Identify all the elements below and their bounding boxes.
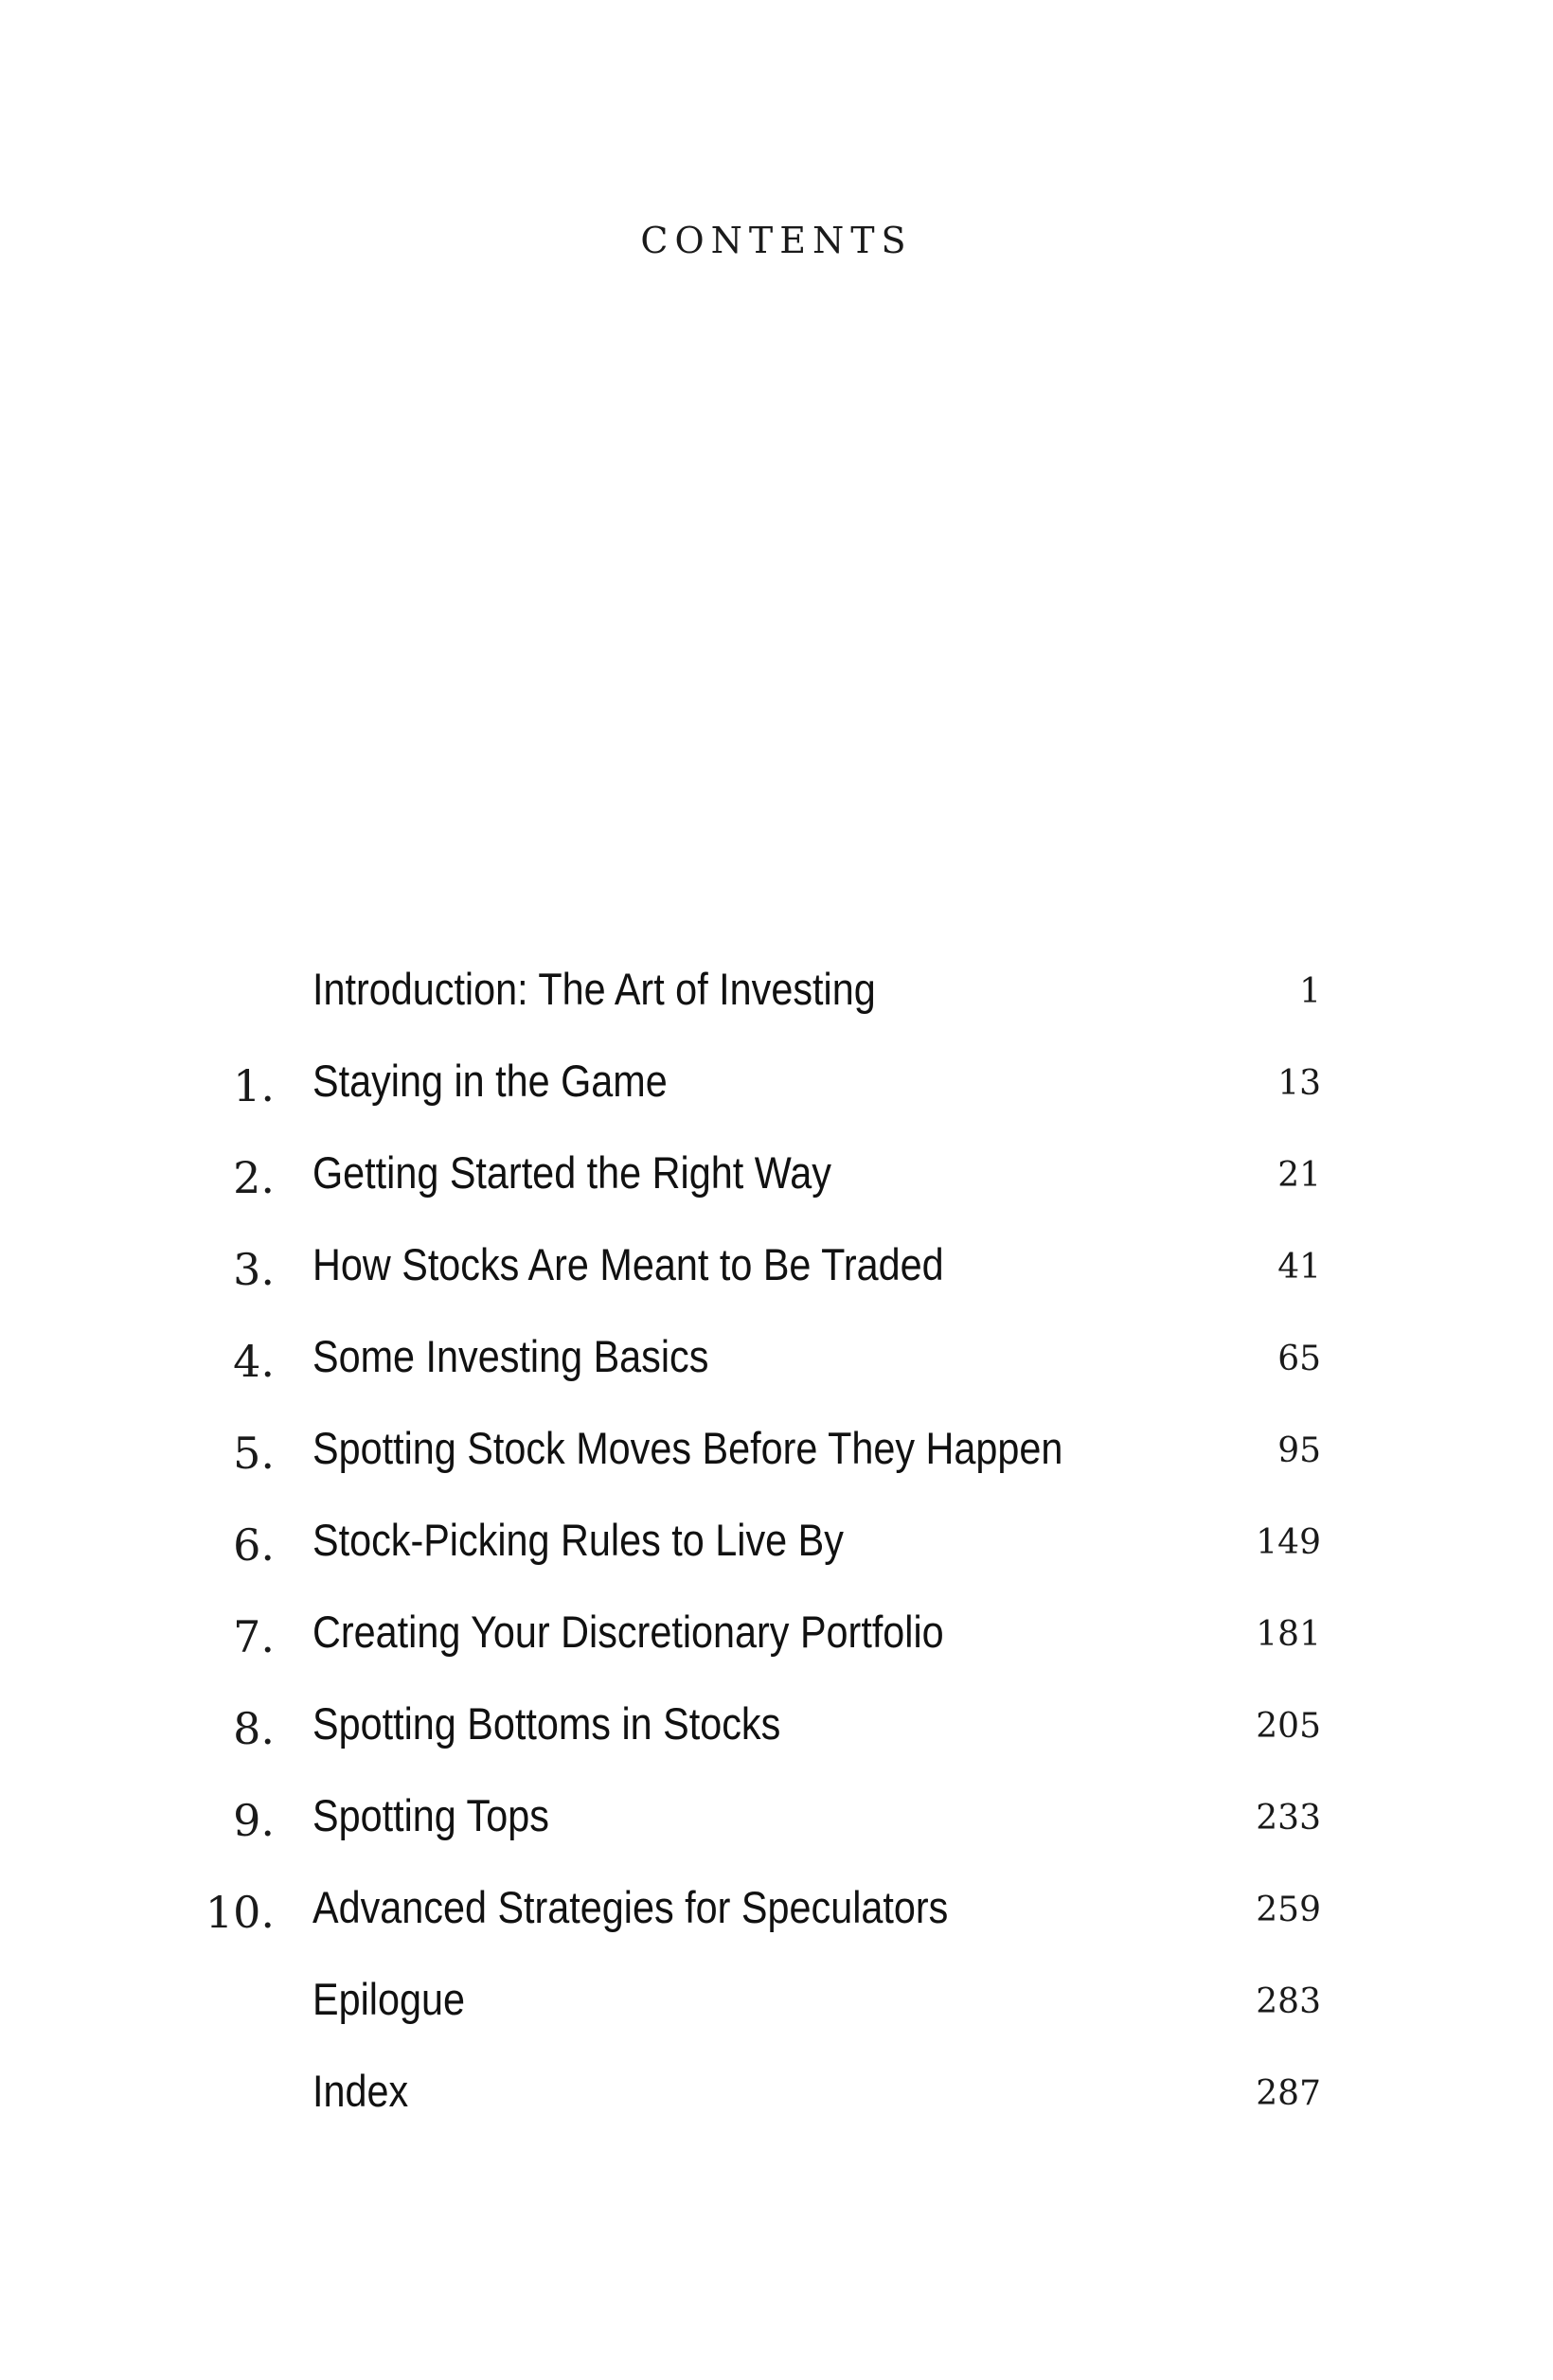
- chapter-title[interactable]: Getting Started the Right Way: [312, 1147, 831, 1198]
- chapter-number: 7.: [233, 1611, 275, 1662]
- chapter-title[interactable]: Spotting Stock Moves Before They Happen: [312, 1423, 1063, 1473]
- page-number: 65: [1277, 1340, 1321, 1378]
- page-number: 259: [1256, 1891, 1321, 1929]
- toc-entry-epilogue[interactable]: [0, 1973, 1553, 2065]
- page-number: 205: [1256, 1707, 1321, 1746]
- chapter-title[interactable]: Spotting Tops: [312, 1790, 549, 1840]
- chapter-title[interactable]: Stock-Picking Rules to Live By: [312, 1515, 844, 1565]
- chapter-title[interactable]: Introduction: The Art of Investing: [312, 964, 876, 1014]
- chapter-number: 4.: [233, 1336, 275, 1387]
- toc-entry-chapter-2[interactable]: [0, 1146, 1553, 1238]
- page-number: 283: [1256, 1982, 1321, 2021]
- page-number: 13: [1277, 1064, 1321, 1103]
- page-number: 1: [1299, 972, 1321, 1011]
- page-number: 149: [1256, 1523, 1321, 1562]
- page-number: 95: [1277, 1431, 1321, 1470]
- chapter-number: 1.: [233, 1060, 275, 1111]
- chapter-number: 10.: [205, 1887, 275, 1938]
- toc-entry-introduction[interactable]: [0, 963, 1553, 1055]
- toc-entry-chapter-3[interactable]: [0, 1238, 1553, 1330]
- chapter-number: 6.: [233, 1519, 275, 1571]
- page-number: 21: [1277, 1156, 1321, 1195]
- chapter-number: 8.: [233, 1703, 275, 1754]
- toc-entry-chapter-5[interactable]: [0, 1422, 1553, 1514]
- chapter-title[interactable]: How Stocks Are Meant to Be Traded: [312, 1239, 944, 1289]
- page-number: 287: [1256, 2074, 1321, 2113]
- chapter-number: 5.: [233, 1428, 275, 1479]
- page-number: 181: [1256, 1615, 1321, 1654]
- toc-entry-chapter-9[interactable]: [0, 1789, 1553, 1881]
- page-title: CONTENTS: [640, 220, 913, 261]
- toc-entry-index[interactable]: [0, 2065, 1553, 2157]
- toc-entry-chapter-7[interactable]: [0, 1606, 1553, 1697]
- page-number: 233: [1256, 1799, 1321, 1838]
- toc-entry-chapter-8[interactable]: [0, 1697, 1553, 1789]
- chapter-title[interactable]: Some Investing Basics: [312, 1331, 709, 1381]
- chapter-number: 3.: [233, 1244, 275, 1295]
- toc-entry-chapter-4[interactable]: [0, 1330, 1553, 1422]
- chapter-title[interactable]: Creating Your Discretionary Portfolio: [312, 1607, 944, 1657]
- chapter-title[interactable]: Index: [312, 2066, 409, 2116]
- table-of-contents: [0, 963, 1553, 2157]
- chapter-title[interactable]: Advanced Strategies for Speculators: [312, 1882, 949, 1932]
- page-number: 41: [1277, 1248, 1321, 1287]
- toc-entry-chapter-6[interactable]: [0, 1514, 1553, 1606]
- chapter-title[interactable]: Staying in the Game: [312, 1056, 668, 1106]
- chapter-title[interactable]: Epilogue: [312, 1974, 465, 2024]
- chapter-number: 9.: [233, 1795, 275, 1846]
- toc-entry-chapter-1[interactable]: [0, 1055, 1553, 1146]
- toc-entry-chapter-10[interactable]: [0, 1881, 1553, 1973]
- chapter-number: 2.: [233, 1152, 275, 1203]
- chapter-title[interactable]: Spotting Bottoms in Stocks: [312, 1698, 781, 1749]
